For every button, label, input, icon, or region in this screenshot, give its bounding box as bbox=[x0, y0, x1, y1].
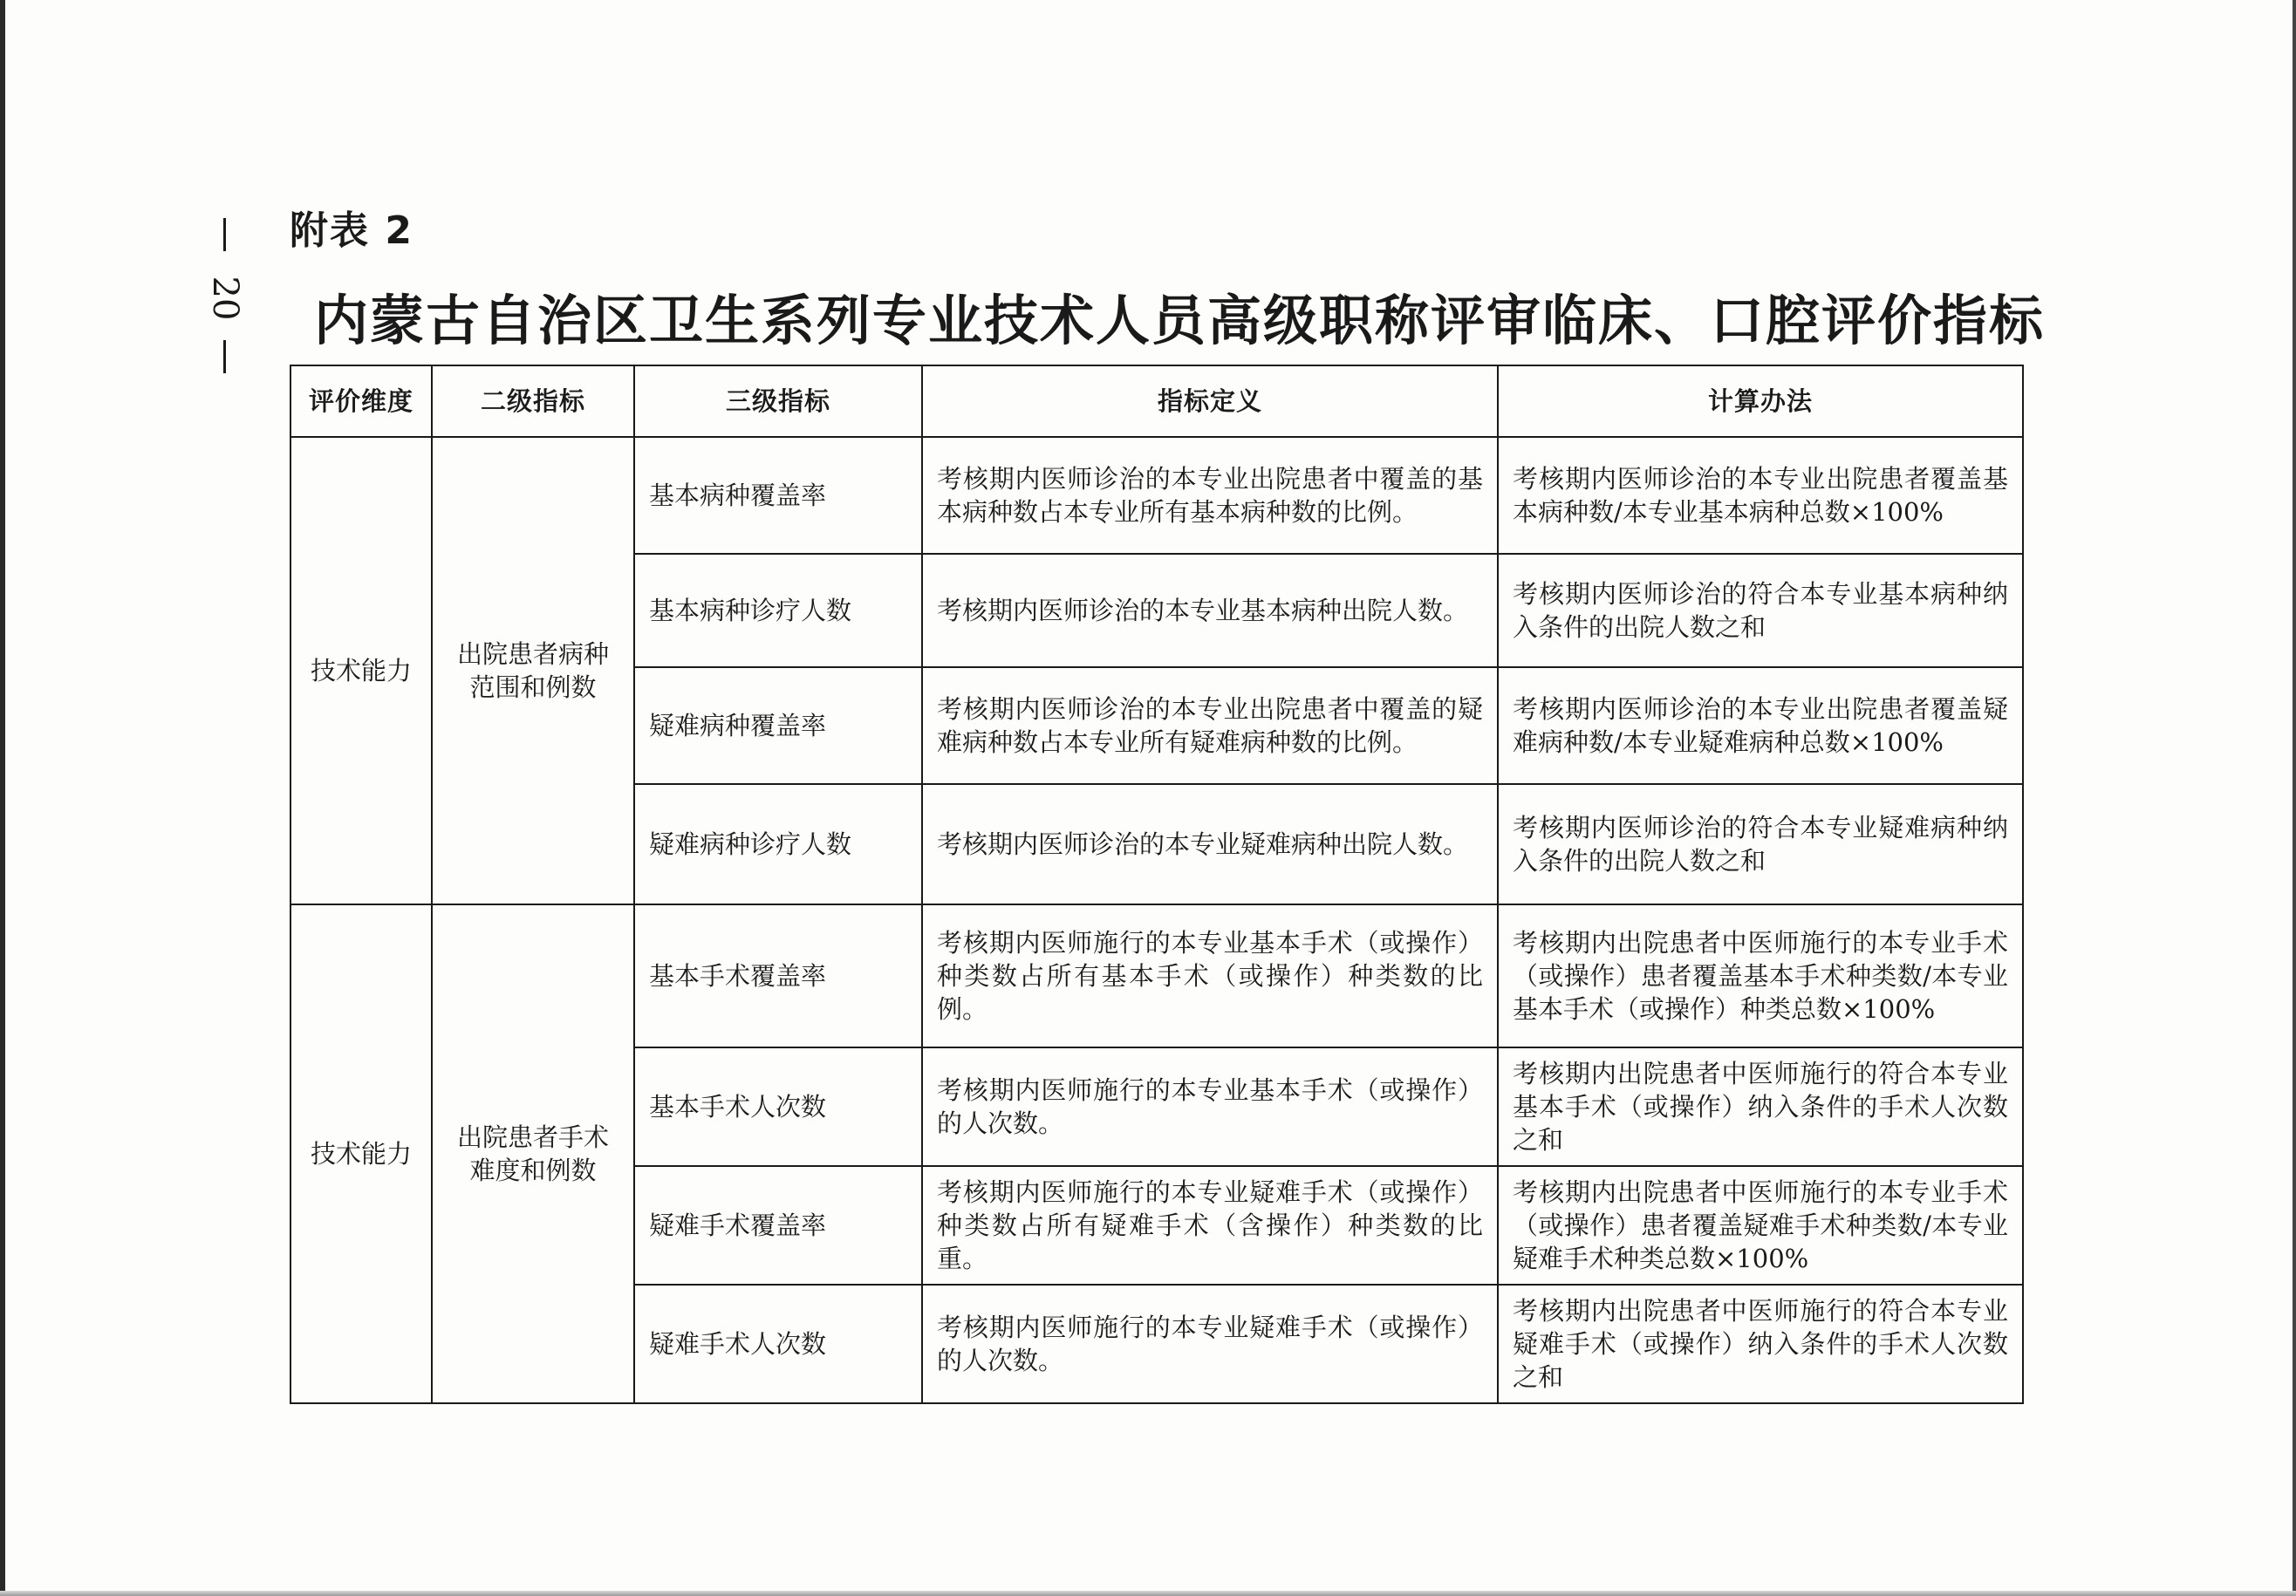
tertiary-indicator-cell: 疑难病种覆盖率 bbox=[634, 667, 922, 784]
method-cell: 考核期内医师诊治的符合本专业疑难病种纳入条件的出院人数之和 bbox=[1498, 784, 2023, 904]
method-cell: 考核期内出院患者中医师施行的本专业手术（或操作）患者覆盖基本手术种类数/本专业基本手术（或操作）种类总数×100% bbox=[1498, 904, 2023, 1047]
header-tertiary: 三级指标 bbox=[634, 365, 922, 437]
method-cell: 考核期内出院患者中医师施行的符合本专业基本手术（或操作）纳入条件的手术人次数之和 bbox=[1498, 1047, 2023, 1166]
appendix-label: 附表 2 bbox=[290, 208, 413, 253]
table-row bbox=[290, 904, 2023, 1047]
secondary-indicator-cell: 出院患者手术难度和例数 bbox=[432, 904, 634, 1403]
tertiary-indicator-cell: 疑难手术人次数 bbox=[634, 1285, 922, 1403]
definition-cell: 考核期内医师诊治的本专业基本病种出院人数。 bbox=[922, 554, 1498, 667]
tertiary-indicator-cell: 基本病种诊疗人数 bbox=[634, 554, 922, 667]
indicator-table bbox=[290, 365, 2024, 1404]
page-number bbox=[205, 218, 245, 375]
tertiary-indicator-cell: 疑难手术覆盖率 bbox=[634, 1166, 922, 1285]
method-cell: 考核期内医师诊治的本专业出院患者覆盖基本病种数/本专业基本病种总数×100% bbox=[1498, 437, 2023, 554]
method-cell: 考核期内出院患者中医师施行的符合本专业疑难手术（或操作）纳入条件的手术人次数之和 bbox=[1498, 1285, 2023, 1403]
page-number-value: 20 bbox=[205, 276, 245, 321]
page-title: 内蒙古自治区卫生系列专业技术人员高级职称评审临床、口腔评价指标 bbox=[314, 289, 2046, 352]
table-row bbox=[290, 437, 2023, 554]
definition-cell: 考核期内医师诊治的本专业出院患者中覆盖的疑难病种数占本专业所有疑难病种数的比例。 bbox=[922, 667, 1498, 784]
tertiary-indicator-cell: 基本病种覆盖率 bbox=[634, 437, 922, 554]
definition-cell: 考核期内医师诊治的本专业出院患者中覆盖的基本病种数占本专业所有基本病种数的比例。 bbox=[922, 437, 1498, 554]
definition-cell: 考核期内医师诊治的本专业疑难病种出院人数。 bbox=[922, 784, 1498, 904]
header-dimension: 评价维度 bbox=[290, 365, 432, 437]
method-cell: 考核期内医师诊治的本专业出院患者覆盖疑难病种数/本专业疑难病种总数×100% bbox=[1498, 667, 2023, 784]
method-cell: 考核期内医师诊治的符合本专业基本病种纳入条件的出院人数之和 bbox=[1498, 554, 2023, 667]
page-number-dash-top bbox=[223, 218, 226, 251]
scan-edge-bottom bbox=[0, 1591, 2296, 1596]
tertiary-indicator-cell: 基本手术覆盖率 bbox=[634, 904, 922, 1047]
definition-cell: 考核期内医师施行的本专业疑难手术（或操作）的人次数。 bbox=[922, 1285, 1498, 1403]
dimension-cell: 技术能力 bbox=[290, 904, 432, 1403]
scan-edge-right bbox=[2293, 0, 2296, 1596]
definition-cell: 考核期内医师施行的本专业基本手术（或操作）的人次数。 bbox=[922, 1047, 1498, 1166]
tertiary-indicator-cell: 疑难病种诊疗人数 bbox=[634, 784, 922, 904]
header-method: 计算办法 bbox=[1498, 365, 2023, 437]
header-definition: 指标定义 bbox=[922, 365, 1498, 437]
secondary-indicator-cell: 出院患者病种范围和例数 bbox=[432, 437, 634, 904]
page-number-dash-bottom bbox=[223, 340, 226, 373]
header-secondary: 二级指标 bbox=[432, 365, 634, 437]
dimension-cell: 技术能力 bbox=[290, 437, 432, 904]
table-header-row bbox=[290, 365, 2023, 437]
definition-cell: 考核期内医师施行的本专业基本手术（或操作）种类数占所有基本手术（或操作）种类数的比例。 bbox=[922, 904, 1498, 1047]
method-cell: 考核期内出院患者中医师施行的本专业手术（或操作）患者覆盖疑难手术种类数/本专业疑难手术种类总数×100% bbox=[1498, 1166, 2023, 1285]
definition-cell: 考核期内医师施行的本专业疑难手术（或操作）种类数占所有疑难手术（含操作）种类数的比重。 bbox=[922, 1166, 1498, 1285]
scan-edge-left bbox=[0, 0, 5, 1596]
tertiary-indicator-cell: 基本手术人次数 bbox=[634, 1047, 922, 1166]
